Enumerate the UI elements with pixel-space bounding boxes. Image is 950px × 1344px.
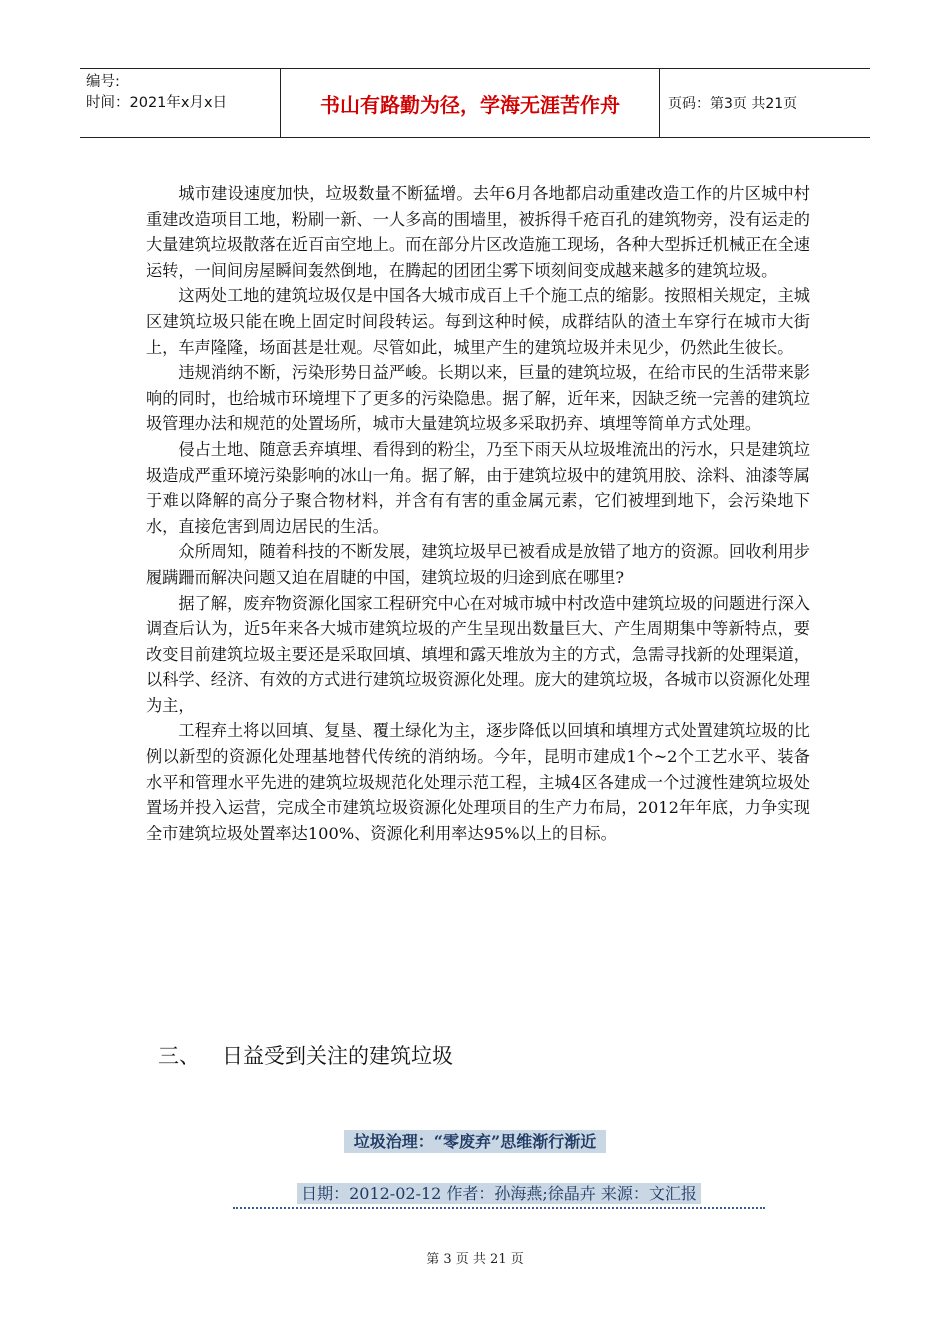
paragraph: 据了解，废弃物资源化国家工程研究中心在对城市城中村改造中建筑垃圾的问题进行深入调查后认为，近5年来各大城市建筑垃圾的产生呈现出数量巨大、产生周期集中等新特点，要改变目前建筑垃圾主要还是采取回填、填埋和露天堆放为主的方式，急需寻找新的处理渠道，以科学、经济、有效的方式进行建筑垃圾资源化处理。庞大的建筑垃圾，各城市以资源化处理为主， [146,593,810,715]
section-number: 三、 [158,1044,200,1068]
paragraph: 城市建设速度加快，垃圾数量不断猛增。去年6月各地都启动重建改造工作的片区城中村重建改造项目工地，粉刷一新、一人多高的围墙里，被拆得千疮百孔的建筑物旁，没有运走的大量建筑垃圾散落在近百亩空地上。而在部分片区改造施工现场，各种大型拆迁机械正在全速运转，一间间房屋瞬间轰然倒地，在腾起的团团尘雾下顷刻间变成越来越多的建筑垃圾。 [146,184,810,280]
time-label: 时间：2021年x月x日 [86,95,228,111]
header-motto: 书山有路勤为径，学海无涯苦作舟 [280,69,660,137]
article-meta-block [233,1181,765,1209]
number-label: 编号: [86,74,120,90]
header-meta [80,69,280,137]
body-text [146,181,810,846]
section-heading [158,1040,453,1070]
paragraph: 违规消纳不断，污染形势日益严峻。长期以来，巨量的建筑垃圾，在给市民的生活带来影响的同时，也给城市环境埋下了更多的污染隐患。据了解，近年来，因缺乏统一完善的建筑垃圾管理办法和规范的处置场所，城市大量建筑垃圾多采取扔弃、填埋等简单方式处理。 [146,363,810,434]
paragraph: 工程弃土将以回填、复垦、覆土绿化为主，逐步降低以回填和填埋方式处置建筑垃圾的比例以新型的资源化处理基地替代传统的消纳场。今年，昆明市建成1个~2个工艺水平、装备水平和管理水平先进的建筑垃圾规范化处理示范工程，主城4区各建成一个过渡性建筑垃圾处置场并投入运营，完成全市建筑垃圾资源化处理项目的生产力布局，2012年年底，力争实现全市建筑垃圾处置率达100%、资源化利用率达95%以上的目标。 [146,721,810,843]
page-footer: 第 3 页 共 21 页 [426,1252,524,1267]
section-title: 日益受到关注的建筑垃圾 [222,1044,453,1068]
paragraph: 众所周知，随着科技的不断发展，建筑垃圾早已被看成是放错了地方的资源。回收利用步履蹒跚而解决问题又迫在眉睫的中国，建筑垃圾的归途到底在哪里? [146,542,810,587]
header-page-info: 页码：第3页 共21页 [668,96,798,112]
paragraph: 这两处工地的建筑垃圾仅是中国各大城市成百上千个施工点的缩影。按照相关规定，主城区建筑垃圾只能在晚上固定时间段转运。每到这种时候，成群结队的渣土车穿行在城市大街上，车声隆隆，场面甚是壮观。尽管如此，城里产生的建筑垃圾并未见少，仍然此生彼长。 [146,286,810,357]
article-title: 垃圾治理：“零废弃”思维渐行渐近 [344,1130,606,1153]
document-header [80,68,870,138]
article-meta: 日期：2012-02-12 作者：孙海燕;徐晶卉 来源：文汇报 [297,1183,701,1204]
article-title-block [0,1129,950,1152]
paragraph: 侵占土地、随意丢弃填埋、看得到的粉尘，乃至下雨天从垃圾堆流出的污水，只是建筑垃圾造成严重环境污染影响的冰山一角。据了解，由于建筑垃圾中的建筑用胶、涂料、油漆等属于难以降解的高分子聚合物材料，并含有有害的重金属元素，它们被埋到地下，会污染地下水，直接危害到周边居民的生活。 [146,439,810,536]
